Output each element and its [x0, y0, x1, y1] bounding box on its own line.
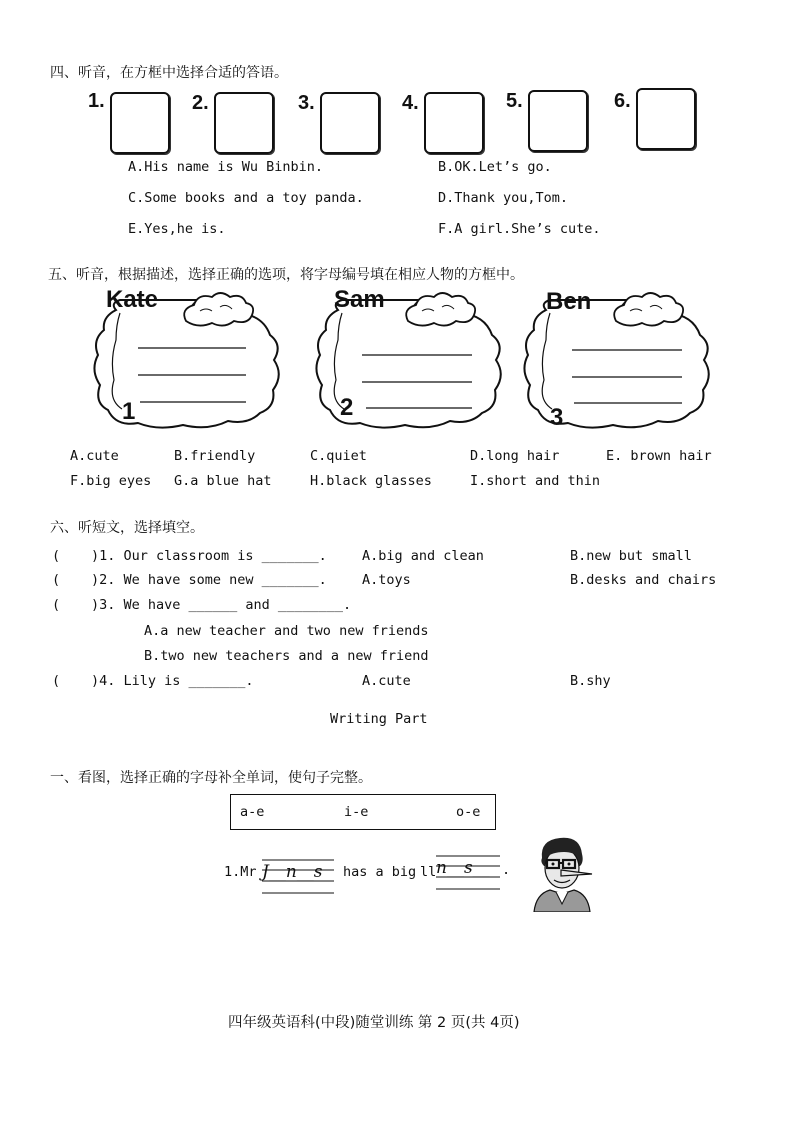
mr-jones-illustration	[530, 832, 596, 912]
character-number-1: 1	[122, 398, 136, 425]
question-3: )3. We have ______ and ________.	[91, 597, 352, 613]
character-number-2: 2	[340, 394, 354, 421]
question-1-option-b: B.new but small	[570, 548, 692, 564]
handwritten-answer-1[interactable]: J__n__s	[262, 862, 323, 882]
question-1-option-a: A.big and clean	[362, 548, 484, 564]
option-b: B.OK.Let’s go.	[438, 159, 552, 175]
question-2-option-a: A.toys	[362, 572, 411, 588]
option-f: F.A girl.She’s cute.	[438, 221, 601, 237]
question-2-option-b: B.desks and chairs	[570, 572, 717, 588]
trait-option: F.big eyes	[70, 473, 152, 489]
character-name-kate: Kate	[106, 286, 159, 313]
sentence-start: 1.Mr	[224, 864, 257, 880]
answer-box-6[interactable]	[636, 88, 696, 150]
paren-open: (	[52, 597, 61, 613]
section4-heading: 四、听音，在方框中选择合适的答语。	[50, 65, 288, 81]
answer-number-3: 3.	[298, 92, 315, 114]
option-e: E.Yes,he is.	[128, 221, 226, 237]
trait-option: I.short and thin	[470, 473, 601, 489]
paren-open: (	[52, 673, 61, 689]
answer-box-1[interactable]	[110, 92, 170, 154]
sentence-end: .	[502, 862, 511, 878]
answer-number-6: 6.	[614, 90, 631, 112]
trait-option: H.black glasses	[310, 473, 432, 489]
letter-choice: a-e	[240, 804, 265, 820]
trait-option: B.friendly	[174, 448, 256, 464]
question-4-option-a: A.cute	[362, 673, 411, 689]
question-4: )4. Lily is _______.	[91, 673, 254, 689]
answer-number-5: 5.	[506, 90, 523, 112]
option-c: C.Some books and a toy panda.	[128, 190, 364, 206]
trait-option: A.cute	[70, 448, 119, 464]
answer-number-4: 4.	[402, 92, 419, 114]
trait-option: D.long hair	[470, 448, 560, 464]
question-4-option-b: B.shy	[570, 673, 611, 689]
sentence-middle: has a big	[343, 864, 417, 880]
trait-option: C.quiet	[310, 448, 367, 464]
character-name-ben: Ben	[546, 288, 592, 315]
section5-heading: 五、听音，根据描述，选择正确的选项，将字母编号填在相应人物的方框中。	[48, 267, 524, 283]
answer-box-2[interactable]	[214, 92, 274, 154]
question-3-option-a: A.a new teacher and two new friends	[144, 623, 429, 639]
question-3-option-b: B.two new teachers and a new friend	[144, 648, 429, 664]
paren-open: (	[52, 572, 61, 588]
option-d: D.Thank you,Tom.	[438, 190, 569, 206]
answer-number-1: 1.	[88, 90, 105, 112]
character-number-3: 3	[550, 404, 564, 431]
character-name-sam: Sam	[334, 286, 385, 313]
answer-box-5[interactable]	[528, 90, 588, 152]
handwritten-answer-2[interactable]: n__s__	[436, 858, 490, 878]
letter-choice: o-e	[456, 804, 481, 820]
question-2: )2. We have some new _______.	[91, 572, 327, 588]
paren-open: (	[52, 548, 61, 564]
writing-part-title: Writing Part	[330, 711, 428, 727]
answer-box-4[interactable]	[424, 92, 484, 154]
section6-heading: 六、听短文，选择填空。	[50, 520, 204, 536]
question-1: )1. Our classroom is _______.	[91, 548, 327, 564]
answer-box-3[interactable]	[320, 92, 380, 154]
answer-number-2: 2.	[192, 92, 209, 114]
page-footer: 四年级英语科(中段)随堂训练 第 2 页(共 4页)	[228, 1015, 520, 1031]
writing1-heading: 一、看图，选择正确的字母补全单词，使句子完整。	[50, 770, 372, 786]
option-a: A.His name is Wu Binbin.	[128, 159, 324, 175]
sentence-ll: ll	[420, 864, 437, 880]
trait-option: E. brown hair	[606, 448, 712, 464]
trait-option: G.a blue hat	[174, 473, 272, 489]
letter-choice: i-e	[344, 804, 369, 820]
